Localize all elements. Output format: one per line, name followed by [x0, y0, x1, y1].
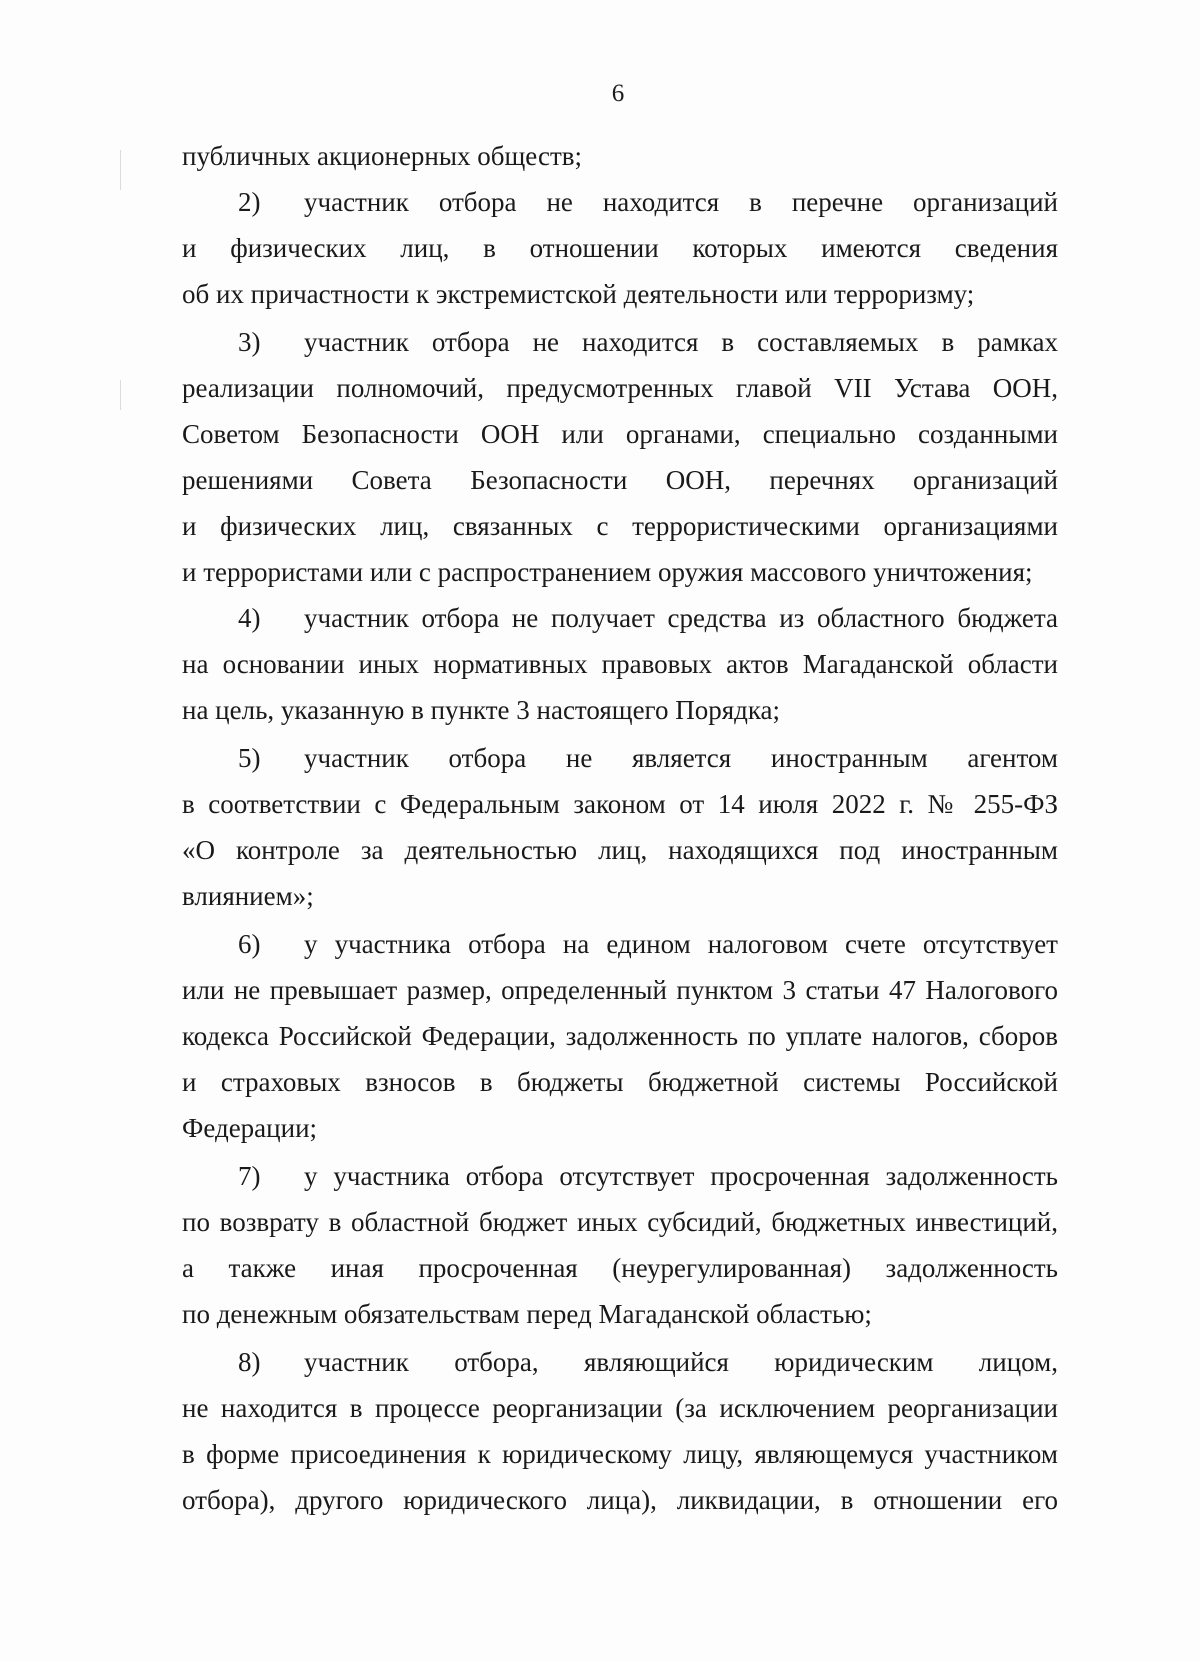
line-text: участник отбора не является иностранным агентом	[304, 743, 1058, 773]
list-item-number: 4)	[238, 603, 261, 633]
document-line	[182, 872, 1058, 912]
line-text: «О контроле за деятельностью лиц, находящихся под иностранным	[182, 835, 1058, 865]
document-line	[182, 1430, 1058, 1470]
list-item-number: 5)	[238, 743, 261, 773]
line-text: а также иная просроченная (неурегулированная) задолженность	[182, 1253, 1058, 1283]
document-line	[182, 594, 1058, 634]
list-item-number: 8)	[238, 1347, 261, 1377]
document-line	[182, 780, 1058, 820]
line-text: и физических лиц, в отношении которых имеются сведения	[182, 233, 1058, 263]
line-text: по возврату в областной бюджет иных субсидий, бюджетных инвестиций,	[182, 1207, 1058, 1237]
document-line	[182, 410, 1058, 450]
line-text: и страховых взносов в бюджеты бюджетной системы Российской	[182, 1067, 1058, 1097]
line-text: публичных акционерных обществ;	[182, 141, 582, 171]
document-line	[182, 1104, 1058, 1144]
line-text: отбора), другого юридического лица), ликвидации, в отношении его	[182, 1485, 1058, 1515]
document-line	[182, 178, 1058, 218]
line-text: участник отбора не находится в перечне организаций	[304, 187, 1058, 217]
document-line	[182, 364, 1058, 404]
document-line	[182, 1476, 1058, 1516]
line-text: Федерации;	[182, 1113, 318, 1143]
document-line	[182, 318, 1058, 358]
line-text: влиянием»;	[182, 881, 314, 911]
document-line	[182, 966, 1058, 1006]
line-text: у участника отбора на едином налоговом счете отсутствует	[304, 929, 1058, 959]
document-line	[182, 132, 1058, 172]
line-text: и террористами или с распространением оружия массового уничтожения;	[182, 557, 1033, 587]
list-item-number: 6)	[238, 929, 261, 959]
line-text: кодекса Российской Федерации, задолженность по уплате налогов, сборов	[182, 1021, 1058, 1051]
scan-artifact-line	[120, 380, 121, 410]
document-line	[182, 548, 1058, 588]
document-line	[182, 734, 1058, 774]
line-text: об их причастности к экстремистской деятельности или терроризму;	[182, 279, 975, 309]
document-line	[182, 1152, 1058, 1192]
document-line	[182, 1058, 1058, 1098]
line-text: у участника отбора отсутствует просроченная задолженность	[304, 1161, 1058, 1191]
line-text: по денежным обязательствам перед Магаданской областью;	[182, 1299, 872, 1329]
document-line	[182, 1198, 1058, 1238]
document-line	[182, 920, 1058, 960]
line-text: на основании иных нормативных правовых актов Магаданской области	[182, 649, 1058, 679]
document-line	[182, 502, 1058, 542]
document-line	[182, 640, 1058, 680]
line-text: Советом Безопасности ООН или органами, специально созданными	[182, 419, 1058, 449]
document-line	[182, 270, 1058, 310]
document-line	[182, 456, 1058, 496]
line-text: участник отбора, являющийся юридическим лицом,	[304, 1347, 1058, 1377]
document-line	[182, 224, 1058, 264]
document-line	[182, 826, 1058, 866]
document-line	[182, 686, 1058, 726]
document-line	[182, 1338, 1058, 1378]
line-text: участник отбора не получает средства из областного бюджета	[304, 603, 1058, 633]
line-text: на цель, указанную в пункте 3 настоящего Порядка;	[182, 695, 781, 725]
line-text: решениями Совета Безопасности ООН, перечнях организаций	[182, 465, 1058, 495]
line-text: не находится в процессе реорганизации (за исключением реорганизации	[182, 1393, 1058, 1423]
list-item-number: 3)	[238, 327, 261, 357]
line-text: в соответствии с Федеральным законом от 14 июля 2022 г. № 255-ФЗ	[182, 789, 1058, 819]
document-line	[182, 1290, 1058, 1330]
scan-artifact-line	[120, 150, 121, 190]
line-text: и физических лиц, связанных с террористическими организациями	[182, 511, 1058, 541]
page-number: 6	[611, 80, 625, 107]
line-text: участник отбора не находится в составляемых в рамках	[304, 327, 1058, 357]
line-text: в форме присоединения к юридическому лицу, являющемуся участником	[182, 1439, 1058, 1469]
list-item-number: 2)	[238, 187, 261, 217]
line-text: или не превышает размер, определенный пунктом 3 статьи 47 Налогового	[182, 975, 1058, 1005]
document-line	[182, 1244, 1058, 1284]
document-line	[182, 1012, 1058, 1052]
line-text: реализации полномочий, предусмотренных главой VII Устава ООН,	[182, 373, 1058, 403]
document-line	[182, 1384, 1058, 1424]
list-item-number: 7)	[238, 1161, 261, 1191]
